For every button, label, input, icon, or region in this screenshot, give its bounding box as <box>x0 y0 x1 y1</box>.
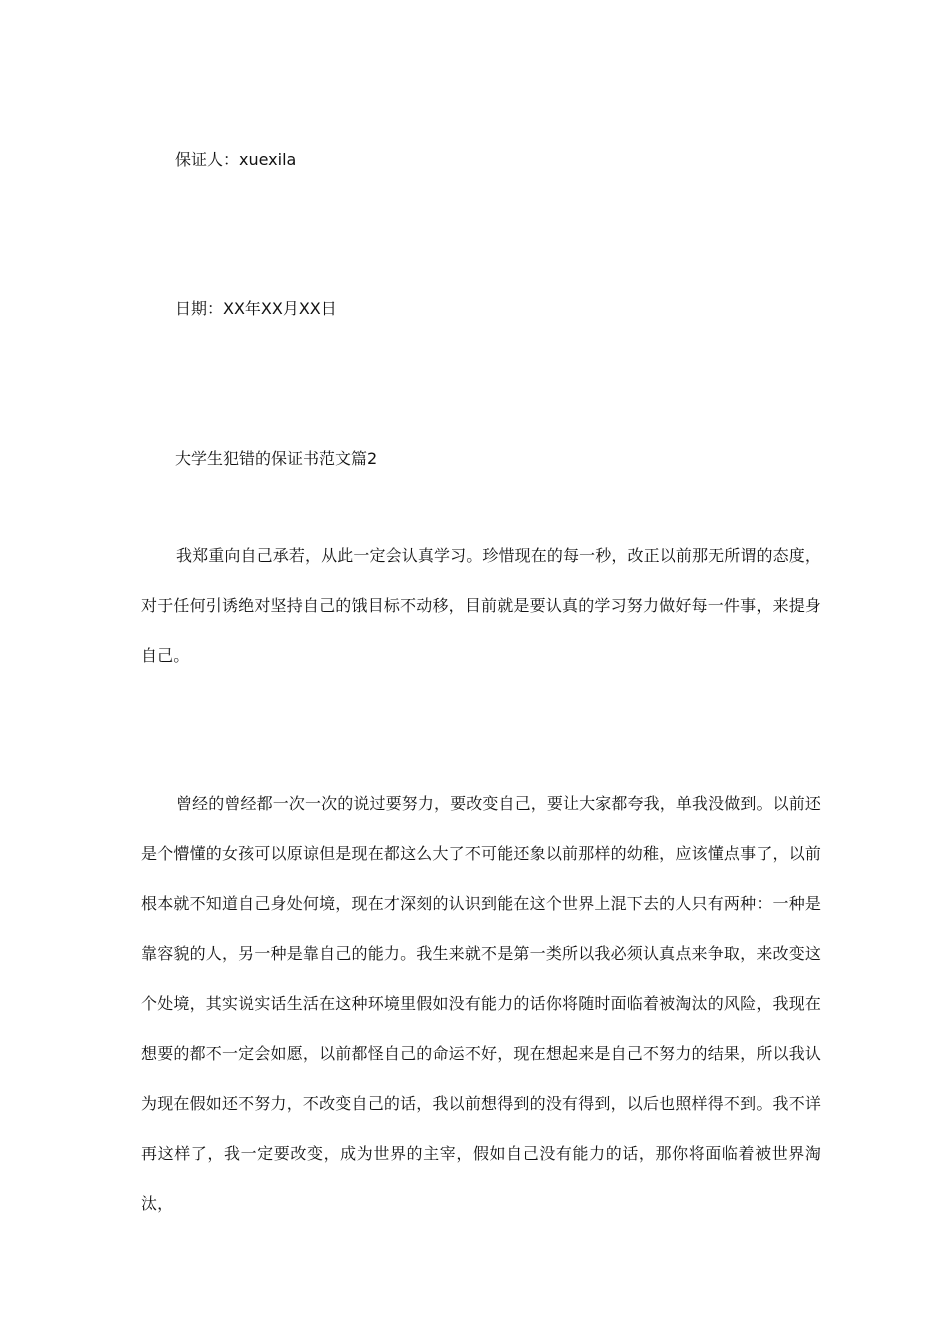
guarantor-line: 保证人：xuexila <box>175 150 297 169</box>
paragraph-1: 我郑重向自己承若，从此一定会认真学习。珍惜现在的每一秒，改正以前那无所谓的态度，对于任何引诱绝对坚持自己的饿目标不动移，目前就是要认真的学习努力做好每一件事，来提身自己。 <box>141 546 821 665</box>
section-title: 大学生犯错的保证书范文篇2 <box>175 449 378 468</box>
paragraph-2: 曾经的曾经都一次一次的说过要努力，要改变自己，要让大家都夸我，单我没做到。以前还是个懵懂的女孩可以原谅但是现在都这么大了不可能还象以前那样的幼稚，应该懂点事了，以前根本就不知道自己身处何境，现在才深刻的认识到能在这个世界上混下去的人只有两种：一种是靠容貌的人，另一种是靠自己的能力。我生来就不是第一类所以我必须认真点来争取，来改变这个处境，其实说实话生活在这种环境里假如没有能力的话你将随时面临着被淘汰的风险，我现在想要的都不一定会如愿，以前都怪自己的命运不好，现在想起来是自己不努力的结果，所以我认为现在假如还不努力，不改变自己的话，我以前想得到的没有得到，以后也照样得不到。我不详再这样了，我一定要改变，成为世界的主宰，假如自己没有能力的话，那你将面临着被世界淘汰， <box>141 794 821 1213</box>
date-line: 日期：XX年XX月XX日 <box>175 299 337 318</box>
